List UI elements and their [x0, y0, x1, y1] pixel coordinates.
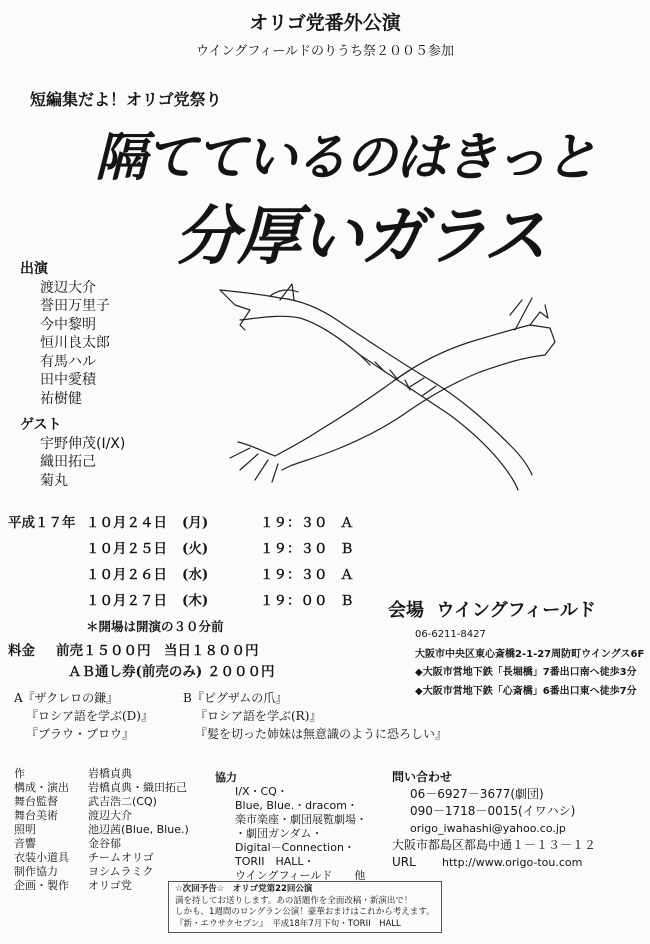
credit-name: 岩橋貞典	[88, 767, 132, 780]
credit-name: 渡辺大介	[88, 809, 132, 822]
era-prefix: 平成１７年	[8, 515, 76, 531]
credit-role: 照明	[14, 823, 36, 836]
schedule-row	[8, 536, 354, 562]
program-b-title: 『髪を切った姉妹は無意識のように恐ろしい』	[195, 727, 448, 741]
cast-member: 祐樹健	[40, 390, 82, 407]
program-a	[14, 689, 153, 743]
cast-member: 有馬ハル	[40, 353, 96, 370]
cast-member: 渡辺大介	[40, 279, 96, 296]
schedule-time: １９：３０	[260, 541, 328, 557]
venue-access1: ◆大阪市営地下鉄「長堀橋」7番出口南へ徒歩3分	[415, 667, 637, 678]
notice-line: ☆次回予告☆ オリゴ党第22回公演	[175, 884, 313, 894]
schedule-date: １０月２７日	[86, 593, 167, 609]
credit-row	[14, 795, 189, 809]
notice-line: 『新・エウサクセブン』 平成18年7月下旬・TORII HALL	[175, 918, 401, 929]
venue-label: 会場	[388, 600, 424, 621]
schedule-time: １９：００	[260, 593, 328, 609]
schedule-note: ＊開場は開演の３０分前	[86, 619, 224, 634]
credit-name: 池辺茜(Blue, Blue.)	[88, 823, 189, 836]
venue-details	[415, 628, 644, 699]
subtitle: 短編集だよ！オリゴ党祭り	[30, 90, 222, 109]
schedule-date: １０月２６日	[86, 567, 167, 583]
credit-role: 制作協力	[14, 865, 58, 878]
credit-row	[14, 767, 189, 781]
schedule-time: １９：３０	[260, 567, 328, 583]
price-line1: 前売１５００円 当日１８００円	[56, 643, 259, 659]
price-line2: ＡＢ通し券(前売のみ) ２０００円	[68, 664, 275, 680]
cast-member: 田中愛積	[40, 372, 96, 388]
notice-line: 満を持してお送りします。あの話題作を全面改稿・新演出で！	[175, 895, 413, 906]
schedule-date: １０月２５日	[86, 541, 167, 557]
credit-role: 企画・製作	[14, 879, 69, 892]
cooperation-line: I/X・CQ・	[235, 785, 288, 798]
url-label: URL	[392, 855, 416, 869]
credit-name: ヨシムラミク	[88, 865, 154, 878]
cooperation-line: ウイングフィールド 他	[235, 869, 366, 882]
schedule-day: (月)	[182, 515, 209, 531]
cooperation-line: ・劇団ガンダム・	[235, 827, 323, 840]
cast-member: 誉田万里子	[40, 298, 110, 314]
cooperation-line: TORII HALL・	[235, 855, 315, 868]
program-a-title: A『ザクレロの鎌』	[14, 691, 119, 705]
cooperation-section	[215, 771, 367, 883]
schedule-program: Ｂ	[340, 593, 354, 609]
notice-line: しかも、1週間のロングラン公演！豪華おまけはこれから考えます。	[175, 907, 435, 917]
cooperation-line: Blue, Blue.・dracom・	[235, 799, 358, 812]
credit-row	[14, 823, 189, 837]
cooperation-line: Digital－Connection・	[235, 841, 355, 854]
schedule-date: １０月２４日	[86, 515, 167, 531]
credit-role: 構成・演出	[14, 781, 69, 794]
cast-section	[20, 260, 110, 408]
credit-role: 舞台監督	[14, 795, 58, 808]
schedule-row	[8, 588, 354, 614]
guest-member: 菊丸	[40, 472, 68, 489]
program-b-title: B『ピグザムの爪』	[183, 691, 288, 705]
cast-label: 出演	[20, 261, 48, 277]
venue-name: ウイングフィールド	[436, 600, 596, 621]
contact-address: 大阪市都島区都島中通１－１３－１２	[392, 838, 597, 852]
guest-section	[20, 416, 125, 490]
program-a-title: 『ロシア語を学ぶ(D)』	[26, 709, 153, 723]
credit-name: 岩橋貞典・織田拓己	[88, 781, 187, 794]
guest-member: 宇野伸茂(I/X)	[40, 435, 126, 452]
price-label: 料金	[8, 643, 35, 659]
schedule-day: (火)	[182, 541, 209, 557]
cast-member: 恒川良太郎	[40, 335, 110, 351]
contact-url[interactable]: http://www.origo-tou.com	[442, 856, 583, 869]
credit-role: 作	[14, 767, 25, 780]
venue-phone: 06-6211-8427	[415, 629, 486, 640]
program-a-title: 『ブラウ・ブロウ』	[26, 727, 135, 741]
credit-row	[14, 809, 189, 823]
credit-role: 衣装小道具	[14, 851, 69, 864]
title-line2: 分厚いガラス	[175, 199, 546, 274]
venue-heading	[388, 596, 596, 622]
title-line1: 隔てているのはきっと	[95, 127, 596, 188]
schedule-section	[8, 510, 354, 640]
credit-role: 音響	[14, 837, 36, 850]
price-section	[8, 641, 274, 683]
schedule-time: １９：３０	[260, 515, 328, 531]
cooperation-label: 協力	[215, 771, 237, 784]
contact-phone1: 06－6927－3677(劇団)	[410, 787, 544, 801]
credit-row	[14, 879, 189, 893]
credit-row	[14, 865, 189, 879]
contact-section	[392, 769, 596, 871]
schedule-program: Ａ	[340, 515, 354, 531]
schedule-program: Ｂ	[340, 541, 354, 557]
next-show-notice	[168, 881, 442, 933]
schedule-day: (水)	[182, 567, 209, 583]
troupe-title: オリゴ党番外公演	[249, 12, 401, 34]
credit-name: 武吉浩二(CQ)	[88, 795, 157, 808]
schedule-program: Ａ	[340, 567, 354, 583]
guest-member: 織田拓己	[40, 454, 96, 470]
credit-row	[14, 837, 189, 851]
credit-row	[14, 781, 189, 795]
contact-label: 問い合わせ	[392, 770, 453, 784]
schedule-day: (木)	[182, 593, 209, 609]
venue-access2: ◆大阪市営地下鉄「心斎橋」6番出口東へ徒歩7分	[415, 685, 637, 697]
guest-label: ゲスト	[20, 417, 62, 433]
program-b-title: 『ロシア語を学ぶ(R)』	[195, 709, 322, 723]
schedule-row	[8, 510, 354, 536]
festival-line: ウイングフィールドのりうち祭２００５参加	[195, 44, 455, 59]
staff-credits	[14, 767, 189, 893]
cast-member: 今中黎明	[40, 316, 96, 333]
crossed-arms-illustration	[210, 270, 570, 500]
cooperation-line: 楽市楽座・劇団展覧劇場・	[235, 813, 367, 826]
venue-address: 大阪市中央区東心斎橋2-1-27周防町ウイングス6F	[415, 648, 645, 660]
credit-name: オリゴ党	[88, 879, 132, 892]
program-b	[183, 689, 447, 743]
credit-role: 舞台美術	[14, 809, 58, 822]
credit-name: 金谷郁	[88, 837, 121, 850]
credit-name: チームオリゴ	[88, 851, 154, 864]
credit-row	[14, 851, 189, 865]
schedule-row	[8, 562, 354, 588]
contact-email[interactable]: origo_iwahashi@yahoo.co.jp	[410, 822, 566, 835]
contact-phone2: 090－1718－0015(イワハシ)	[410, 804, 576, 818]
